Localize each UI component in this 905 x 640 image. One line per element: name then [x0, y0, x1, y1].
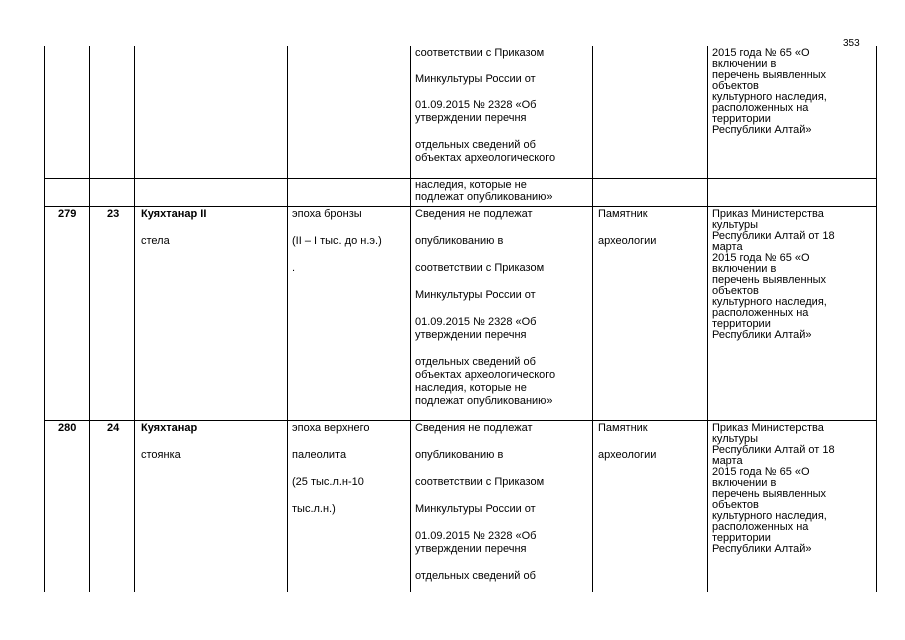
- cell-document-line: культурного наследия,: [712, 91, 827, 103]
- cell-document-line: культуры: [712, 219, 759, 231]
- table-border-left: [44, 46, 45, 592]
- cell-status-line: Минкультуры России от: [415, 73, 536, 85]
- cell-document-line: марта: [712, 455, 743, 467]
- cell-status-line: опубликованию в: [415, 449, 504, 461]
- cell-period-line: эпоха бронзы: [292, 208, 362, 220]
- cell-status-line: отдельных сведений об: [415, 356, 536, 368]
- cell-document-line: Республики Алтай от 18: [712, 444, 835, 456]
- cell-status-line: соответствии с Приказом: [415, 476, 545, 488]
- cell-name-line: Куяхтанар II: [141, 208, 207, 220]
- cell-status-line: отдельных сведений об: [415, 570, 536, 582]
- cell-document-line: объектов: [712, 285, 759, 297]
- cell-document-line: включении в: [712, 58, 777, 70]
- cell-status-line: подлежат опубликованию»: [415, 191, 553, 203]
- cell-status-line: подлежат опубликованию»: [415, 395, 553, 407]
- cell-status-line: утверждении перечня: [415, 543, 527, 555]
- cell-document-line: расположенных на: [712, 102, 809, 114]
- cell-document-line: территории: [712, 318, 771, 330]
- cell-subnumber: 23: [107, 208, 120, 220]
- table-row-divider: [44, 420, 877, 421]
- cell-document-line: марта: [712, 241, 743, 253]
- table-row-divider: [44, 206, 877, 207]
- cell-status-line: соответствии с Приказом: [415, 262, 545, 274]
- cell-name-line: Куяхтанар: [141, 422, 198, 434]
- cell-document-line: Республики Алтай от 18: [712, 230, 835, 242]
- cell-document-line: расположенных на: [712, 307, 809, 319]
- cell-document-line: Республики Алтай»: [712, 124, 812, 136]
- cell-category-line: археологии: [598, 449, 657, 461]
- cell-period-line: палеолита: [292, 449, 347, 461]
- cell-document-line: Приказ Министерства: [712, 422, 824, 434]
- cell-document-line: перечень выявленных: [712, 274, 827, 286]
- cell-document-line: объектов: [712, 80, 759, 92]
- cell-category-line: археологии: [598, 235, 657, 247]
- cell-status-line: объектах археологического: [415, 369, 556, 381]
- cell-document-line: включении в: [712, 477, 777, 489]
- cell-period-line: тыс.л.н.): [292, 503, 336, 515]
- cell-document-line: территории: [712, 532, 771, 544]
- cell-status-line: Сведения не подлежат: [415, 208, 533, 220]
- table-column-divider: [592, 46, 593, 592]
- cell-status-line: Минкультуры России от: [415, 289, 536, 301]
- cell-document-line: Республики Алтай»: [712, 543, 812, 555]
- cell-status-line: 01.09.2015 № 2328 «Об: [415, 530, 537, 542]
- cell-status-line: 01.09.2015 № 2328 «Об: [415, 99, 537, 111]
- cell-document-line: культурного наследия,: [712, 510, 827, 522]
- cell-document-line: Республики Алтай»: [712, 329, 812, 341]
- cell-document-line: культурного наследия,: [712, 296, 827, 308]
- cell-status-line: наследия, которые не: [415, 382, 527, 394]
- cell-document-line: объектов: [712, 499, 759, 511]
- cell-document-line: территории: [712, 113, 771, 125]
- cell-document-line: 2015 года № 65 «О: [712, 252, 810, 264]
- cell-status-line: наследия, которые не: [415, 179, 527, 191]
- cell-document-line: перечень выявленных: [712, 69, 827, 81]
- cell-status-line: объектах археологического: [415, 152, 556, 164]
- cell-period-line: эпоха верхнего: [292, 422, 370, 434]
- table-column-divider: [410, 46, 411, 592]
- cell-status-line: 01.09.2015 № 2328 «Об: [415, 316, 537, 328]
- cell-period-line: (25 тыс.л.н-10: [292, 476, 364, 488]
- cell-period-line: .: [292, 262, 296, 274]
- cell-name-line: стела: [141, 235, 170, 247]
- cell-document-line: включении в: [712, 263, 777, 275]
- cell-status-line: Сведения не подлежат: [415, 422, 533, 434]
- cell-number: 280: [58, 422, 77, 434]
- cell-document-line: расположенных на: [712, 521, 809, 533]
- table-column-divider: [707, 46, 708, 592]
- table-column-divider: [134, 46, 135, 592]
- cell-subnumber: 24: [107, 422, 120, 434]
- table-column-divider: [89, 46, 90, 592]
- cell-category-line: Памятник: [598, 208, 648, 220]
- cell-document-line: перечень выявленных: [712, 488, 827, 500]
- cell-status-line: утверждении перечня: [415, 329, 527, 341]
- cell-status-line: утверждении перечня: [415, 112, 527, 124]
- cell-status-line: соответствии с Приказом: [415, 47, 545, 59]
- table-column-divider: [287, 46, 288, 592]
- cell-status-line: опубликованию в: [415, 235, 504, 247]
- cell-name-line: стоянка: [141, 449, 181, 461]
- cell-document-line: 2015 года № 65 «О: [712, 47, 810, 59]
- cell-document-line: культуры: [712, 433, 759, 445]
- cell-period-line: (II – I тыс. до н.э.): [292, 235, 382, 247]
- cell-status-line: отдельных сведений об: [415, 139, 536, 151]
- cell-document-line: 2015 года № 65 «О: [712, 466, 810, 478]
- cell-document-line: Приказ Министерства: [712, 208, 824, 220]
- table-border-right: [876, 46, 877, 592]
- cell-category-line: Памятник: [598, 422, 648, 434]
- cell-number: 279: [58, 208, 77, 220]
- page-number: 353: [843, 38, 860, 49]
- cell-status-line: Минкультуры России от: [415, 503, 536, 515]
